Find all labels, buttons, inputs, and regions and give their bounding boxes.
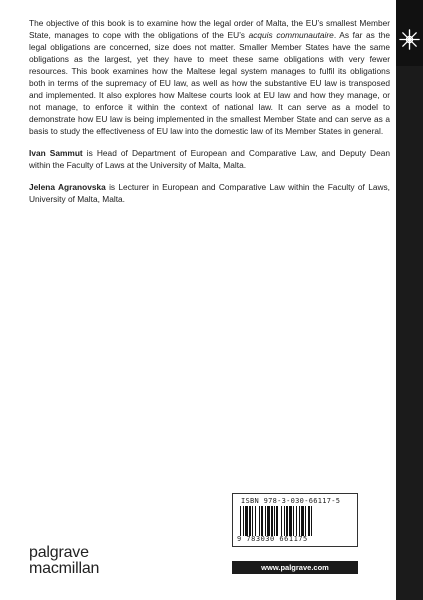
blurb-italic-term: acquis communautaire [248,30,334,40]
author-name-1: Ivan Sammut [29,148,83,158]
publisher-line-1: palgrave [29,544,89,561]
publisher-url: www.palgrave.com [232,561,358,574]
isbn-barcode-block [232,493,358,547]
palgrave-star-icon [398,28,421,51]
blurb-paragraph: The objective of this book is to examine how the legal order of Malta, the EU’s smallest Member State, manages to cope with the obligations of the EU’s acquis communautaire. As far as the legal obligations are concerned, size does not matter. Smaller Member States have the same obligations as the largest, yet they have to meet these same obligations with very fewer resources. This book examines how the Maltese legal system manages to fulfil its obligations both in terms of the supremacy of EU law, as well as how the substantive EU law is transposed and implemented. It also explores how Maltese courts look at EU law and how they manage, or not manage, to enforce it within the context of national law. It can serve as a model to demonstrate how EU law is being implemented in the smallest Member State and can serve as a basis to study the effectiveness of EU law into the domestic law of its Member States in general. [29,18,390,136]
author-bio-1: Ivan Sammut is Head of Department of European and Comparative Law, and Deputy Dean within the Faculty of Laws at the University of Malta, Malta. [29,148,390,170]
spine-logo-box [396,0,423,66]
author-name-2: Jelena Agranovska [29,182,106,192]
isbn-label: ISBN 978-3-030-66117-5 [241,497,341,505]
isbn-digits: 9 783030 661175 [237,535,308,543]
author-bio-2: Jelena Agranovska is Lecturer in European and Comparative Law within the Faculty of Laws, University of Malta, Malta. [29,182,390,204]
publisher-logo [29,545,99,577]
barcode-icon [238,506,352,536]
spine-strip [396,0,423,600]
blurb-text [29,17,390,215]
publisher-line-2: macmillan [29,560,100,577]
